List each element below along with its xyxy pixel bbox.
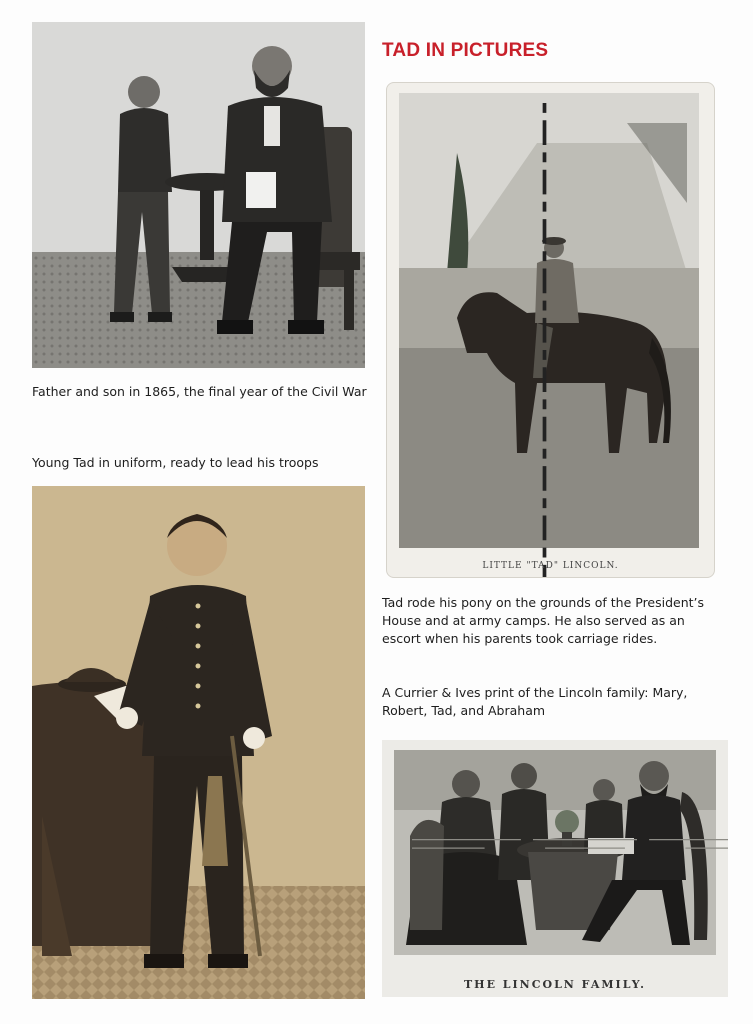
caption-lincoln-family: A Currier & Ives print of the Lincoln family: Mary, Robert, Tad, and Abraham xyxy=(382,685,688,718)
father-son-illustration xyxy=(32,22,365,368)
caption-father-and-son: Father and son in 1865, the final year of the Civil War xyxy=(32,384,367,399)
photo-lincoln-family-print xyxy=(382,740,728,997)
caption-tad-on-pony: Tad rode his pony on the grounds of the President’s House and at army camps. He also served as an escort when his parents took carriage rides. xyxy=(382,595,705,646)
photo-tad-on-pony xyxy=(386,82,715,578)
handwritten-label xyxy=(386,103,708,578)
caption-tad-uniform: Young Tad in uniform, ready to lead his troops xyxy=(32,455,319,470)
card-label: LITTLE "TAD" LINCOLN. xyxy=(482,561,619,571)
photo-father-and-son xyxy=(32,22,365,368)
print-title: THE LINCOLN FAMILY. xyxy=(464,978,646,991)
print-fine-text xyxy=(412,740,728,973)
photo-tad-in-uniform xyxy=(32,486,365,999)
page-heading: TAD IN PICTURES xyxy=(382,40,549,61)
tad-uniform-illustration xyxy=(32,486,365,999)
